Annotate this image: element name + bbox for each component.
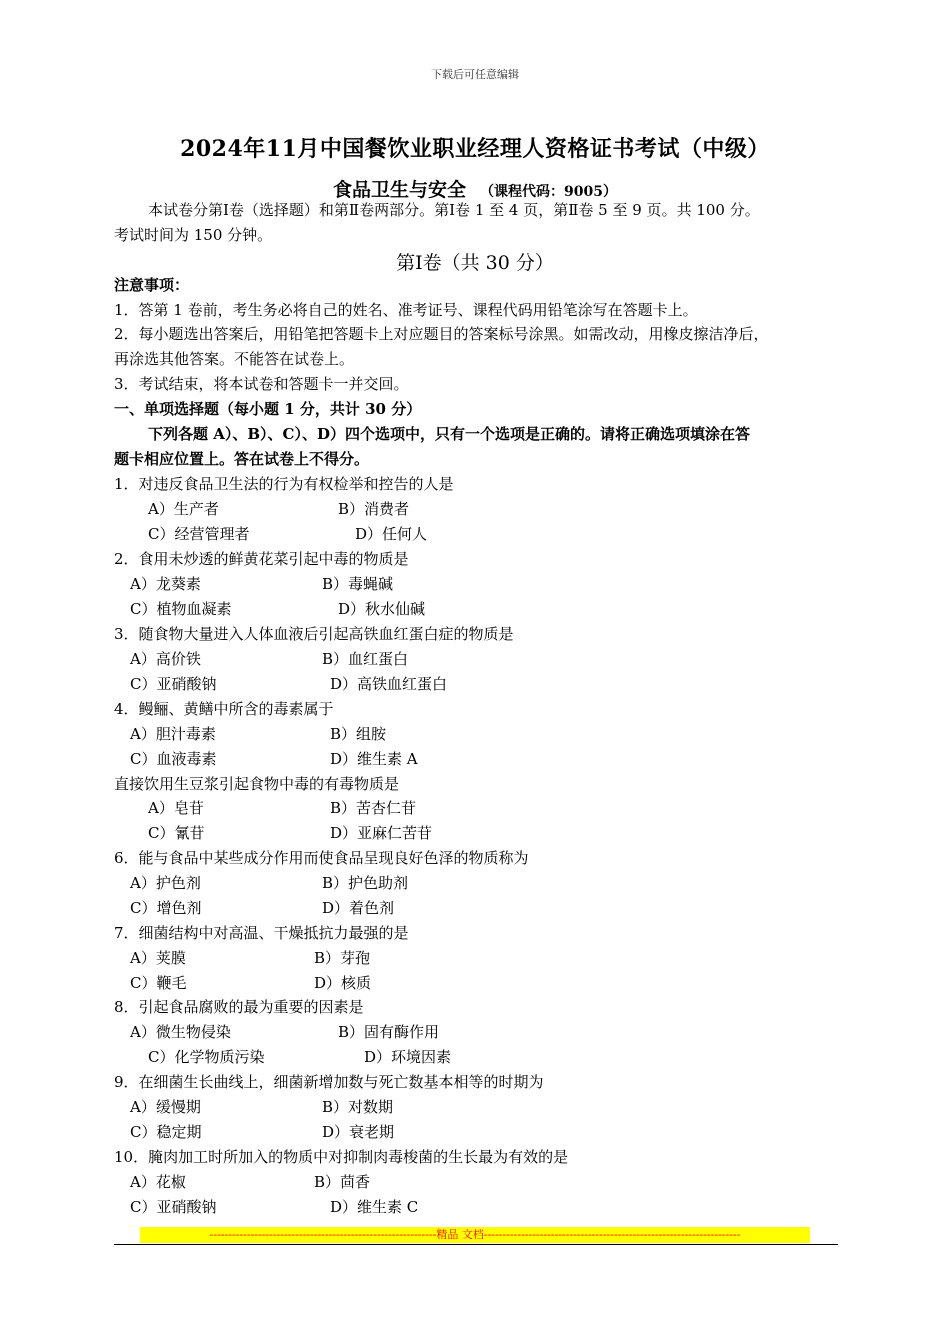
- option-a: A）皂苷: [148, 799, 204, 817]
- option-a: A）生产者: [148, 500, 219, 518]
- question-stem: 2．食用未炒透的鲜黄花菜引起中毒的物质是: [114, 550, 409, 568]
- option-d: D）核质: [314, 974, 372, 992]
- option-a: A）微生物侵染: [130, 1023, 231, 1041]
- option-d: D）维生素 A: [330, 750, 418, 768]
- volume-title: 第Ⅰ卷（共 30 分）: [396, 252, 554, 274]
- intro-line-2: 考试时间为 150 分钟。: [114, 226, 273, 244]
- option-c: C）血液毒素: [130, 750, 217, 768]
- option-a: A）胆汁毒素: [130, 725, 216, 743]
- note-item: 3．考试结束，将本试卷和答题卡一并交回。: [114, 375, 409, 393]
- question-stem: 7．细菌结构中对高温、干燥抵抗力最强的是: [114, 924, 409, 942]
- option-b: B）对数期: [322, 1098, 394, 1116]
- option-c: C）经营管理者: [148, 525, 250, 543]
- question-stem: 10．腌肉加工时所加入的物质中对抑制肉毒梭菌的生长最为有效的是: [114, 1148, 569, 1166]
- option-d: D）环境因素: [364, 1048, 452, 1066]
- question-stem: 3．随食物大量进入人体血液后引起高铁血红蛋白症的物质是: [114, 625, 514, 643]
- option-d: D）着色剂: [322, 899, 395, 917]
- question-stem: 9．在细菌生长曲线上，细菌新增加数与死亡数基本相等的时期为: [114, 1073, 544, 1091]
- option-b: B）芽孢: [314, 949, 371, 967]
- page-header: 下载后可任意编辑: [431, 68, 519, 81]
- question-stem: 直接饮用生豆浆引起食物中毒的有毒物质是: [114, 775, 400, 793]
- option-d: D）秋水仙碱: [338, 600, 426, 618]
- question-stem: 8．引起食品腐败的最为重要的因素是: [114, 998, 364, 1016]
- option-d: D）亚麻仁苦苷: [330, 824, 433, 842]
- option-b: B）血红蛋白: [322, 650, 409, 668]
- option-c: C）化学物质污染: [148, 1048, 265, 1066]
- option-c: C）氰苷: [148, 824, 205, 842]
- note-item: 再涂选其他答案。不能答在试卷上。: [114, 350, 355, 368]
- option-c: C）鞭毛: [130, 974, 187, 992]
- option-d: D）维生素 C: [330, 1198, 419, 1216]
- option-c: C）稳定期: [130, 1123, 202, 1141]
- instruction-line: 题卡相应位置上。答在试卷上不得分。: [114, 450, 370, 468]
- course-name: 食品卫生与安全: [333, 179, 467, 201]
- option-b: B）消费者: [338, 500, 410, 518]
- option-c: C）植物血凝素: [130, 600, 232, 618]
- intro-line-1: 本试卷分第Ⅰ卷（选择题）和第Ⅱ卷两部分。第Ⅰ卷 1 至 4 页，第Ⅱ卷 5 至 9 页。共 100 分。: [148, 201, 760, 219]
- question-stem: 4．鳗鲡、黄鳝中所含的毒素属于: [114, 700, 334, 718]
- option-a: A）荚膜: [130, 949, 186, 967]
- instruction-line: 下列各题 A）、B）、C）、D）四个选项中，只有一个选项是正确的。请将正确选项填涂在答: [148, 425, 750, 443]
- option-c: C）增色剂: [130, 899, 202, 917]
- notes-heading: 注意事项：: [114, 276, 190, 294]
- option-a: A）龙葵素: [130, 575, 201, 593]
- option-d: D）衰老期: [322, 1123, 395, 1141]
- section-heading: 一、单项选择题（每小题 1 分，共计 30 分）: [114, 400, 422, 418]
- course-subtitle: [0, 175, 950, 202]
- option-b: B）毒蝇碱: [322, 575, 394, 593]
- option-b: B）组胺: [330, 725, 387, 743]
- course-code: （课程代码：9005）: [480, 184, 617, 200]
- footer-rule: [114, 1244, 838, 1245]
- option-b: B）护色助剂: [322, 874, 409, 892]
- option-a: A）花椒: [130, 1173, 186, 1191]
- option-d: D）任何人: [355, 525, 428, 543]
- footer-watermark: -------------------------------------------------------------精品 文档---------------------------------------------------------------------: [140, 1227, 810, 1243]
- option-a: A）高价铁: [130, 650, 201, 668]
- note-item: 2．每小题选出答案后，用铅笔把答题卡上对应题目的答案标号涂黑。如需改动，用橡皮擦洁净后，: [114, 325, 769, 343]
- exam-title: 2024年11月中国餐饮业职业经理人资格证书考试（中级）: [180, 136, 770, 162]
- option-c: C）亚硝酸钠: [130, 675, 217, 693]
- option-a: A）护色剂: [130, 874, 201, 892]
- question-stem: 6．能与食品中某些成分作用而使食品呈现良好色泽的物质称为: [114, 849, 529, 867]
- option-b: B）固有酶作用: [338, 1023, 440, 1041]
- option-b: B）苦杏仁苷: [330, 799, 417, 817]
- option-a: A）缓慢期: [130, 1098, 201, 1116]
- note-item: 1．答第 1 卷前，考生务必将自己的姓名、准考证号、课程代码用铅笔涂写在答题卡上。: [114, 301, 698, 319]
- option-c: C）亚硝酸钠: [130, 1198, 217, 1216]
- option-d: D）高铁血红蛋白: [330, 675, 448, 693]
- option-b: B）茴香: [314, 1173, 371, 1191]
- question-stem: 1．对违反食品卫生法的行为有权检举和控告的人是: [114, 475, 454, 493]
